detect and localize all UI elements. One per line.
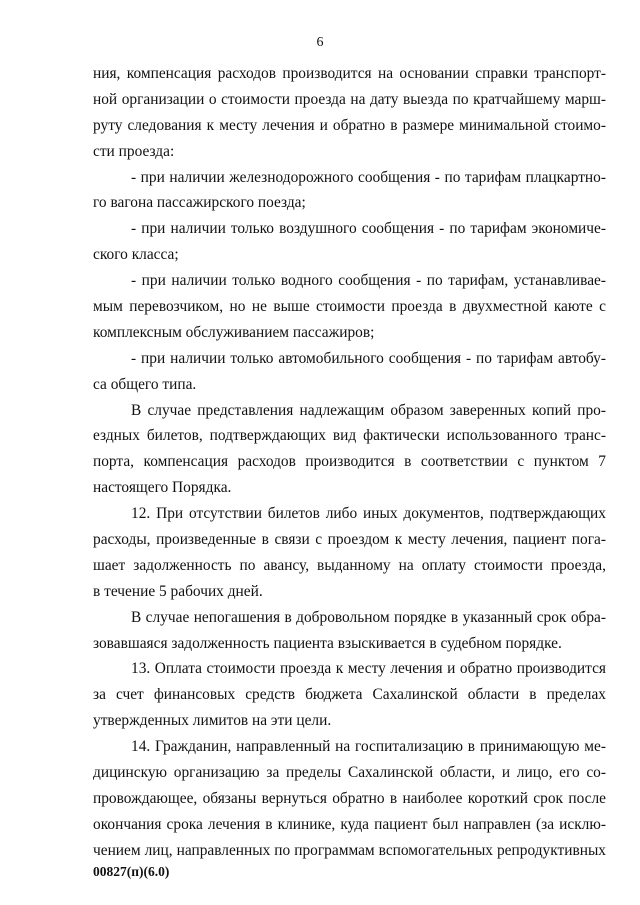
text-line: зовавшаяся задолженность пациента взыскивается в судебном порядке. xyxy=(93,634,562,652)
paragraph xyxy=(93,216,606,268)
text-line: сти проезда: xyxy=(93,142,175,160)
text-line: шает задолженность по авансу, выданному на оплату стоимости проезда, xyxy=(93,556,606,574)
text-line: утвержденных лимитов на эти цели. xyxy=(93,712,332,730)
text-line: окончания срока лечения в клинике, куда пациент был направлен (за исклю- xyxy=(93,815,606,833)
paragraph xyxy=(93,656,606,734)
text-line: провождающее, обязаны вернуться обратно в наиболее короткий срок после xyxy=(93,789,606,807)
text-line: чением лиц, направленных по программам вспомогательных репродуктивных xyxy=(93,841,606,859)
text-line: 13. Оплата стоимости проезда к месту лечения и обратно производится xyxy=(131,660,606,678)
text-line: 12. При отсутствии билетов либо иных документов, подтверждающих xyxy=(131,505,606,523)
text-line: са общего типа. xyxy=(93,375,197,393)
paragraph xyxy=(93,346,606,398)
text-line: за счет финансовых средств бюджета Сахалинской области в пределах xyxy=(93,686,606,704)
text-line: дицинскую организацию за пределы Сахалинской области, и лицо, его со- xyxy=(93,764,606,782)
text-line: комплексным обслуживанием пассажиров; xyxy=(93,323,375,341)
text-line: 14. Гражданин, направленный на госпитализацию в принимающую ме- xyxy=(131,738,606,756)
paragraph xyxy=(93,165,606,217)
text-line: ездных билетов, подтверждающих вид фактически использованного транс- xyxy=(93,427,606,445)
paragraph xyxy=(93,398,606,502)
page-number: 6 xyxy=(316,35,324,50)
text-line: руту следования к месту лечения и обратно в размере минимальной стоимо- xyxy=(93,116,606,134)
text-line: ского класса; xyxy=(93,246,179,264)
text-line: настоящего Порядка. xyxy=(93,479,232,497)
paragraph xyxy=(93,605,606,657)
paragraph xyxy=(93,734,606,863)
text-line: В случае непогашения в добровольном порядке в указанный срок обра- xyxy=(131,608,606,626)
text-line: ния, компенсация расходов производится на основании справки транспорт- xyxy=(93,65,606,82)
text-line: порта, компенсация расходов производится в соответствии с пунктом 7 xyxy=(93,453,606,471)
paragraph xyxy=(93,501,606,605)
text-line: - при наличии только воздушного сообщения - по тарифам экономиче- xyxy=(131,220,606,238)
text-line: - при наличии только автомобильного сообщения - по тарифам автобу- xyxy=(131,349,606,367)
document-code: 00827(п)(6.0) xyxy=(93,864,170,879)
text-line: ной организации о стоимости проезда на дату выезда по кратчайшему марш- xyxy=(93,90,606,108)
document-body xyxy=(93,61,606,864)
text-line: В случае представления надлежащим образом заверенных копий про- xyxy=(131,401,606,419)
text-line: расходы, произведенные в связи с проездом к месту лечения, пациент пога- xyxy=(93,531,606,549)
text-line: - при наличии железнодорожного сообщения - по тарифам плацкартно- xyxy=(131,168,606,186)
text-line: го вагона пассажирского поезда; xyxy=(93,194,306,212)
paragraph xyxy=(93,61,606,165)
text-line: мым перевозчиком, но не выше стоимости проезда в двухместной каюте с xyxy=(93,298,606,316)
text-line: - при наличии только водного сообщения - по тарифам, устанавливае- xyxy=(131,272,606,290)
text-line: в течение 5 рабочих дней. xyxy=(93,582,263,600)
paragraph xyxy=(93,268,606,346)
